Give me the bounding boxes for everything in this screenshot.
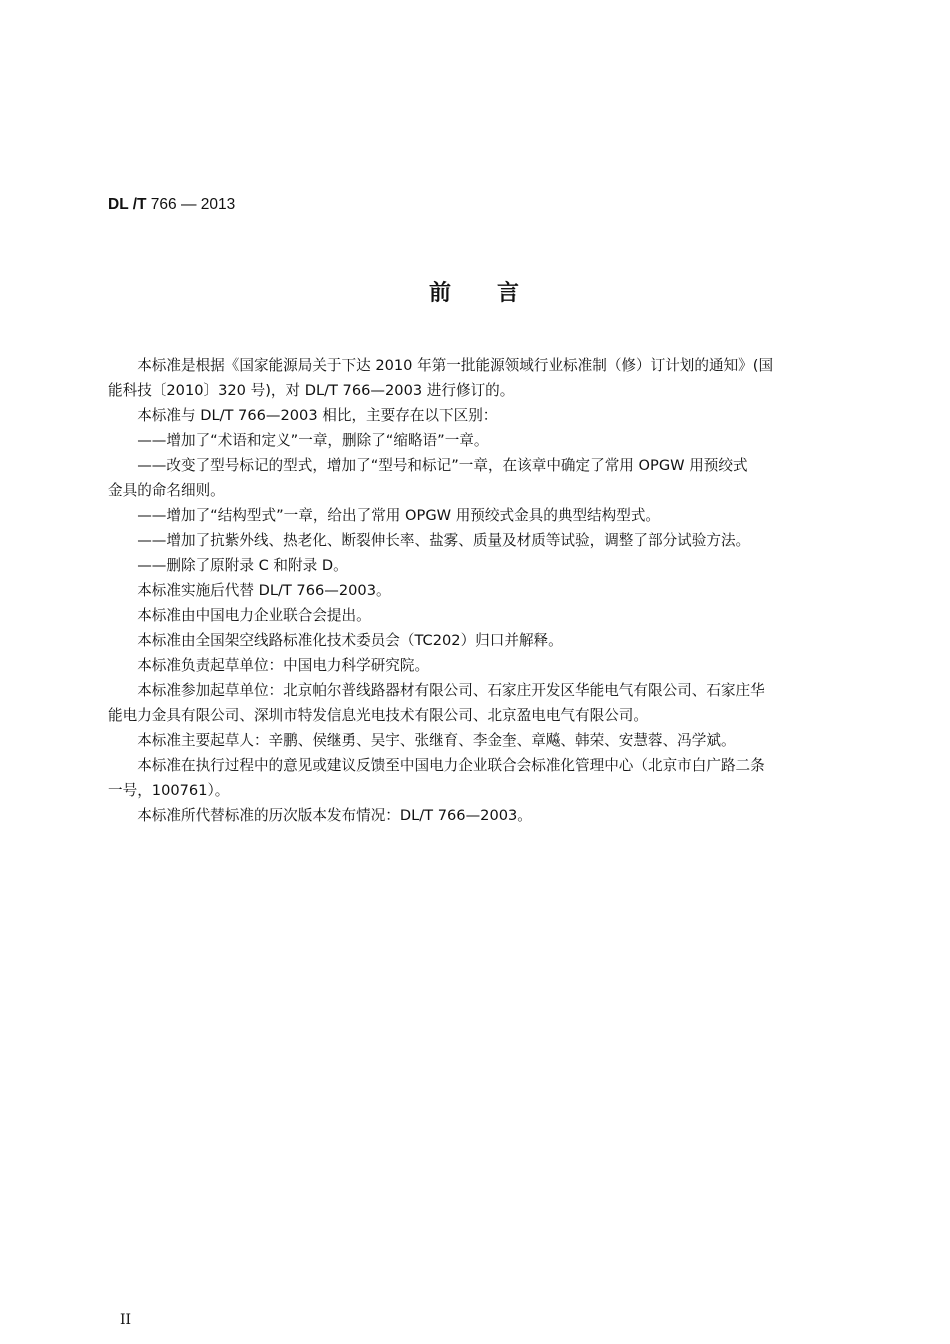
paragraph	[108, 728, 858, 753]
page-title	[0, 276, 950, 307]
standard-code: DL /T	[108, 196, 147, 213]
paragraph-line: 能科技〔2010〕320 号)，对 DL/T 766—2003 进行修订的。	[108, 382, 515, 399]
paragraph-line: ——改变了型号标记的型式，增加了“型号和标记”一章，在该章中确定了常用 OPGW 用预绞式	[137, 457, 748, 474]
page-number: II	[120, 1312, 132, 1328]
paragraph-line: 本标准是根据《国家能源局关于下达 2010 年第一批能源领域行业标准制（修）订计划的通知》(国	[137, 357, 774, 374]
paragraph	[108, 528, 858, 553]
paragraph	[108, 453, 858, 503]
paragraph	[108, 603, 858, 628]
paragraph	[108, 428, 858, 453]
paragraph	[108, 803, 858, 828]
standard-number: 766 — 2013	[150, 196, 236, 213]
paragraph	[108, 653, 858, 678]
paragraph-line: ——增加了“结构型式”一章，给出了常用 OPGW 用预绞式金具的典型结构型式。	[137, 507, 661, 524]
paragraph	[108, 578, 858, 603]
paragraph-line: 本标准主要起草人：辛鹏、侯继勇、吴宇、张继育、李金奎、章飚、韩荣、安慧蓉、冯学斌。	[137, 732, 736, 749]
paragraph	[108, 678, 858, 728]
paragraph-line: 本标准负责起草单位：中国电力科学研究院。	[137, 657, 430, 674]
paragraph-line: 能电力金具有限公司、深圳市特发信息光电技术有限公司、北京盈电电气有限公司。	[108, 707, 648, 724]
standard-number-header	[108, 196, 235, 214]
paragraph-line: 本标准实施后代替 DL/T 766—2003。	[137, 582, 391, 599]
paragraph	[108, 353, 858, 403]
paragraph-line: 本标准在执行过程中的意见或建议反馈至中国电力企业联合会标准化管理中心（北京市白广路二条	[137, 757, 765, 774]
paragraph	[108, 403, 858, 428]
title-char-2: 言	[497, 281, 522, 306]
paragraph-line: 一号，100761）。	[108, 782, 230, 799]
paragraph-line: ——删除了原附录 C 和附录 D。	[137, 557, 348, 574]
paragraph	[108, 753, 858, 803]
foreword-body	[108, 353, 858, 828]
paragraph-line: 本标准参加起草单位：北京帕尔普线路器材有限公司、石家庄开发区华能电气有限公司、石家庄华	[137, 682, 765, 699]
paragraph-line: 本标准所代替标准的历次版本发布情况：DL/T 766—2003。	[137, 807, 532, 824]
paragraph-line: 金具的命名细则。	[108, 482, 225, 499]
paragraph	[108, 553, 858, 578]
paragraph-line: 本标准由中国电力企业联合会提出。	[137, 607, 371, 624]
title-char-1: 前	[428, 281, 453, 306]
paragraph-line: 本标准与 DL/T 766—2003 相比，主要存在以下区别：	[137, 407, 498, 424]
paragraph	[108, 628, 858, 653]
paragraph-line: 本标准由全国架空线路标准化技术委员会（TC202）归口并解释。	[137, 632, 563, 649]
paragraph	[108, 503, 858, 528]
paragraph-line: ——增加了“术语和定义”一章，删除了“缩略语”一章。	[137, 432, 489, 449]
paragraph-line: ——增加了抗紫外线、热老化、断裂伸长率、盐雾、质量及材质等试验，调整了部分试验方法。	[137, 532, 751, 549]
